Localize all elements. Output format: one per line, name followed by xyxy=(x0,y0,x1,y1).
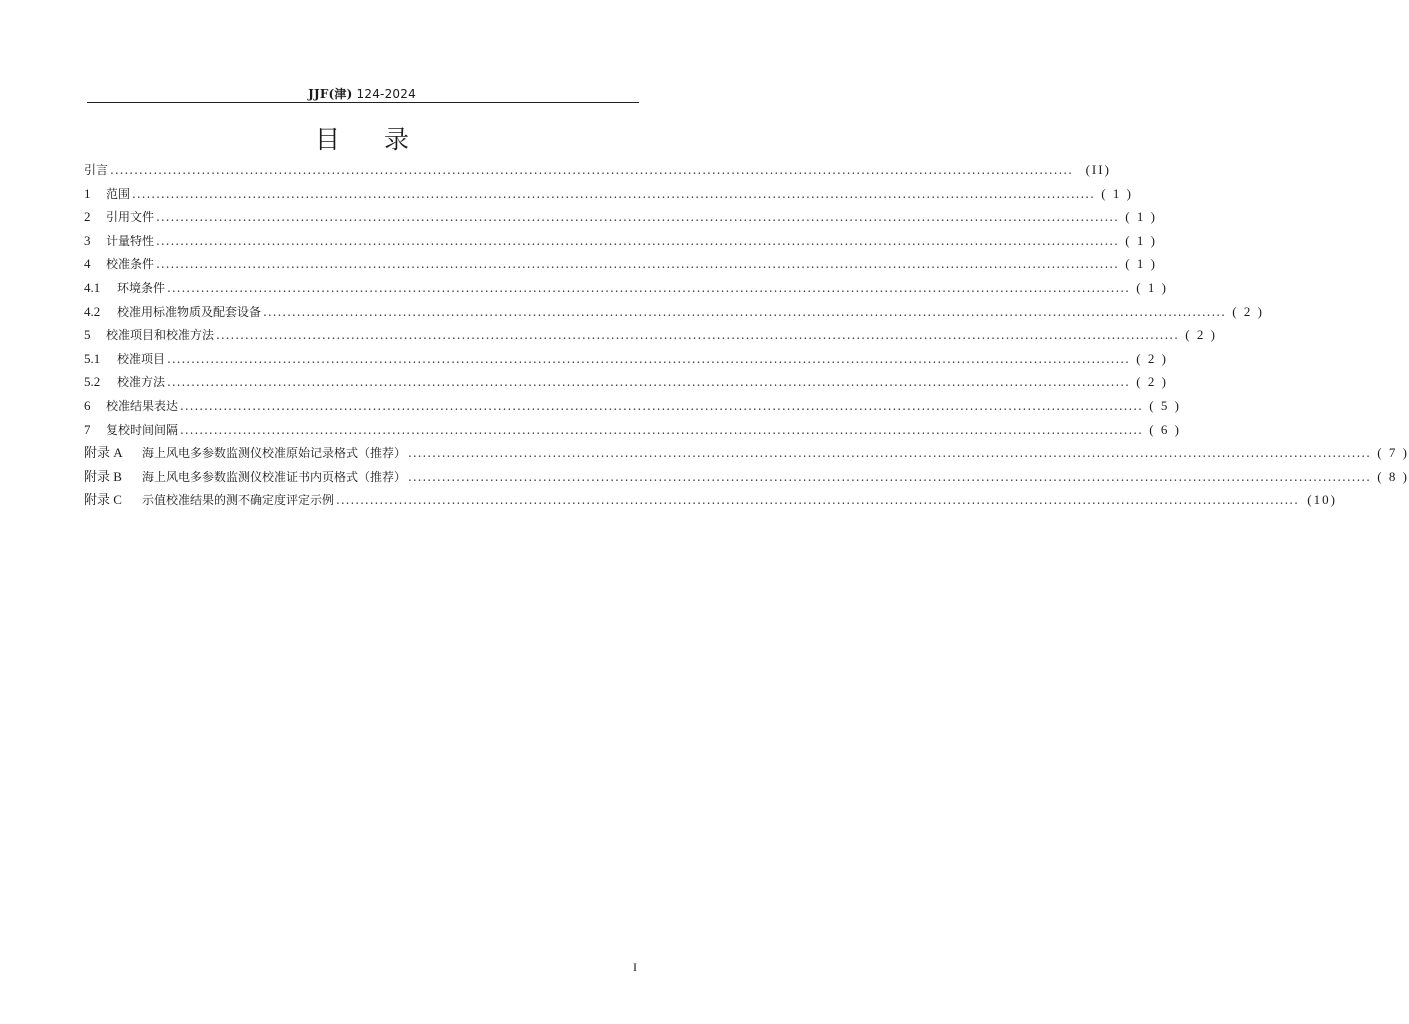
dot-leader: ........................................................................................................................................................................................................ xyxy=(408,446,1371,461)
dot-leader: ........................................................................................................................................................................................................ xyxy=(110,163,1073,177)
dot-leader: ........................................................................................................................................................................................................ xyxy=(180,398,1143,413)
toc-entry[interactable] xyxy=(84,488,1337,512)
toc-entry[interactable] xyxy=(84,300,1264,324)
toc-entry-label: 复校时间间隔 xyxy=(106,422,179,437)
toc-entry-label: 引用文件 xyxy=(106,210,155,225)
toc-entry-page: ( 7 ) xyxy=(1377,445,1409,461)
toc-entry-label: 引言 xyxy=(84,163,109,177)
toc-entry[interactable] xyxy=(84,323,1217,347)
page-number: I xyxy=(633,960,637,974)
toc-entry-page: ( 1 ) xyxy=(1125,209,1157,225)
toc-entry-label: 海上风电多参数监测仪校准原始记录格式（推荐） xyxy=(142,446,407,461)
toc-entry-page: ( 6 ) xyxy=(1149,421,1181,437)
toc-entry-label: 校准用标准物质及配套设备 xyxy=(117,304,262,319)
toc-entry-page: (II) xyxy=(1085,162,1111,177)
toc-entry-page: ( 2 ) xyxy=(1136,374,1168,390)
toc-entry-number: 6 xyxy=(84,397,91,413)
dot-leader: ........................................................................................................................................................................................................ xyxy=(132,186,1095,201)
toc-entry-label: 校准方法 xyxy=(117,375,166,390)
toc-entry[interactable] xyxy=(84,370,1168,394)
toc-entry-label: 环境条件 xyxy=(117,280,166,295)
toc-entry-label: 校准项目 xyxy=(117,351,166,366)
toc-entry[interactable] xyxy=(84,252,1157,276)
dot-leader: ........................................................................................................................................................................................................ xyxy=(167,351,1130,366)
toc-entry[interactable] xyxy=(84,465,1409,489)
toc-entry-label: 校准条件 xyxy=(106,257,155,272)
toc-entry-number: 4.1 xyxy=(84,279,101,295)
dot-leader: ........................................................................................................................................................................................................ xyxy=(336,493,1299,508)
toc-entry-label: 计量特性 xyxy=(106,233,155,248)
toc-entry-label: 校准项目和校准方法 xyxy=(106,328,215,343)
toc-entry-number: 附录 B xyxy=(84,468,122,484)
toc-entry-number: 5.2 xyxy=(84,374,101,390)
dot-leader: ........................................................................................................................................................................................................ xyxy=(263,304,1226,319)
dot-leader: ........................................................................................................................................................................................................ xyxy=(156,233,1119,248)
toc-entry-label: 海上风电多参数监测仪校准证书内页格式（推荐） xyxy=(142,469,407,484)
table-of-contents xyxy=(84,158,1409,512)
toc-entry-number: 5 xyxy=(84,327,91,343)
toc-entry-page: ( 2 ) xyxy=(1185,327,1217,343)
dot-leader: ........................................................................................................................................................................................................ xyxy=(167,280,1130,295)
toc-entry-number: 4.2 xyxy=(84,303,101,319)
toc-entry[interactable] xyxy=(84,158,1111,182)
toc-entry[interactable] xyxy=(84,276,1168,300)
standard-code-header xyxy=(0,85,724,102)
toc-entry-label: 范围 xyxy=(106,186,131,201)
toc-entry[interactable] xyxy=(84,394,1181,418)
toc-entry-page: ( 1 ) xyxy=(1136,279,1168,295)
toc-entry[interactable] xyxy=(84,229,1157,253)
toc-entry-number: 附录 A xyxy=(84,445,123,461)
dot-leader: ........................................................................................................................................................................................................ xyxy=(156,257,1119,272)
toc-entry-page: ( 2 ) xyxy=(1136,350,1168,366)
toc-entry-page: (10) xyxy=(1307,492,1337,508)
dot-leader: ........................................................................................................................................................................................................ xyxy=(408,469,1371,484)
dot-leader: ........................................................................................................................................................................................................ xyxy=(156,210,1119,225)
toc-entry[interactable] xyxy=(84,182,1133,206)
page-title: 目录 xyxy=(314,125,453,154)
toc-entry-page: ( 1 ) xyxy=(1101,185,1133,201)
toc-entry[interactable] xyxy=(84,441,1409,465)
toc-entry-number: 1 xyxy=(84,185,91,201)
toc-entry-label: 示值校准结果的测不确定度评定示例 xyxy=(142,493,335,508)
dot-leader: ........................................................................................................................................................................................................ xyxy=(180,422,1143,437)
toc-entry-page: ( 1 ) xyxy=(1125,256,1157,272)
toc-entry-page: ( 1 ) xyxy=(1125,232,1157,248)
toc-entry-number: 附录 C xyxy=(84,492,122,508)
toc-entry-number: 3 xyxy=(84,232,91,248)
toc-entry-number: 2 xyxy=(84,209,91,225)
standard-code-number: 124-2024 xyxy=(356,87,416,101)
toc-entry-number: 4 xyxy=(84,256,91,272)
dot-leader: ........................................................................................................................................................................................................ xyxy=(167,375,1130,390)
toc-entry-number: 5.1 xyxy=(84,350,101,366)
toc-entry-label: 校准结果表达 xyxy=(106,398,179,413)
toc-entry[interactable] xyxy=(84,347,1168,371)
header-divider xyxy=(87,102,639,103)
toc-entry-page: ( 5 ) xyxy=(1149,397,1181,413)
standard-code-prefix: JJF(津) xyxy=(308,87,353,101)
toc-entry[interactable] xyxy=(84,418,1181,442)
toc-entry-number: 7 xyxy=(84,421,91,437)
toc-entry-page: ( 2 ) xyxy=(1232,303,1264,319)
toc-entry[interactable] xyxy=(84,205,1157,229)
toc-entry-page: ( 8 ) xyxy=(1377,468,1409,484)
dot-leader: ........................................................................................................................................................................................................ xyxy=(216,328,1179,343)
